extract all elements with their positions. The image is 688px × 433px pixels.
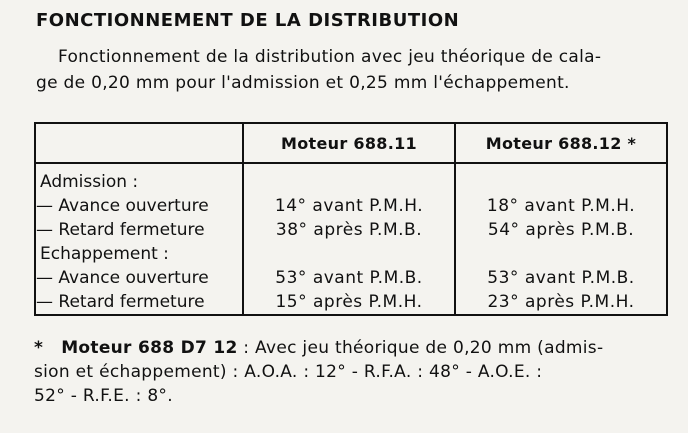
intro-line-2: ge de 0,20 mm pour l'admission et 0,25 mm l'échappement. <box>36 73 570 93</box>
cell-688-11-aoa: 14° avant P.M.H. <box>274 196 424 216</box>
table-header-688-12: Moteur 688.12 * <box>455 123 667 163</box>
cell-688-11-rfe: 15° après P.M.H. <box>275 292 423 312</box>
cell-688-11-rfa: 38° après P.M.B. <box>275 220 423 240</box>
cell-688-12-rfe: 23° après P.M.H. <box>487 292 635 312</box>
intro-paragraph <box>36 44 676 96</box>
footnote-line-1-text: : Avec jeu théorique de 0,20 mm (admis- <box>237 338 604 358</box>
values-column-688-12 <box>455 163 667 315</box>
footnote-model: Moteur 688 D7 12 <box>61 338 238 358</box>
footnote-line-3: 52° - R.F.E. : 8°. <box>34 386 173 406</box>
table-header-688-11: Moteur 688.11 <box>243 123 455 163</box>
cell-688-11-aoe: 53° avant P.M.B. <box>275 268 423 288</box>
cell-688-12-echappement <box>456 242 666 266</box>
cell-688-12-admission <box>456 170 666 194</box>
footnote-star: * <box>34 338 44 358</box>
row-label-retard-fermeture-ech: — Retard fermeture <box>36 292 205 312</box>
page-title: FONCTIONNEMENT DE LA DISTRIBUTION <box>36 10 460 31</box>
table-header-blank <box>35 123 243 163</box>
footnote-line-1 <box>34 336 674 360</box>
footnote-line-2: sion et échappement) : A.O.A. : 12° - R.F.A. : 48° - A.O.E. : <box>34 362 543 382</box>
cell-688-12-aoe: 53° avant P.M.B. <box>487 268 635 288</box>
row-label-avance-ouverture-adm: — Avance ouverture <box>36 196 209 216</box>
labels-column <box>35 163 243 315</box>
intro-line-1: Fonctionnement de la distribution avec jeu théorique de cala- <box>58 47 602 67</box>
values-column-688-11 <box>243 163 455 315</box>
row-label-retard-fermeture-adm: — Retard fermeture <box>36 220 205 240</box>
cell-688-11-echappement <box>244 242 454 266</box>
row-label-echappement: Echappement : <box>40 244 169 264</box>
row-label-admission: Admission : <box>40 172 139 192</box>
footnote <box>34 336 674 408</box>
row-label-avance-ouverture-ech: — Avance ouverture <box>36 268 209 288</box>
timing-table <box>34 122 668 316</box>
cell-688-11-admission <box>244 170 454 194</box>
cell-688-12-aoa: 18° avant P.M.H. <box>486 196 636 216</box>
cell-688-12-rfa: 54° après P.M.B. <box>487 220 635 240</box>
